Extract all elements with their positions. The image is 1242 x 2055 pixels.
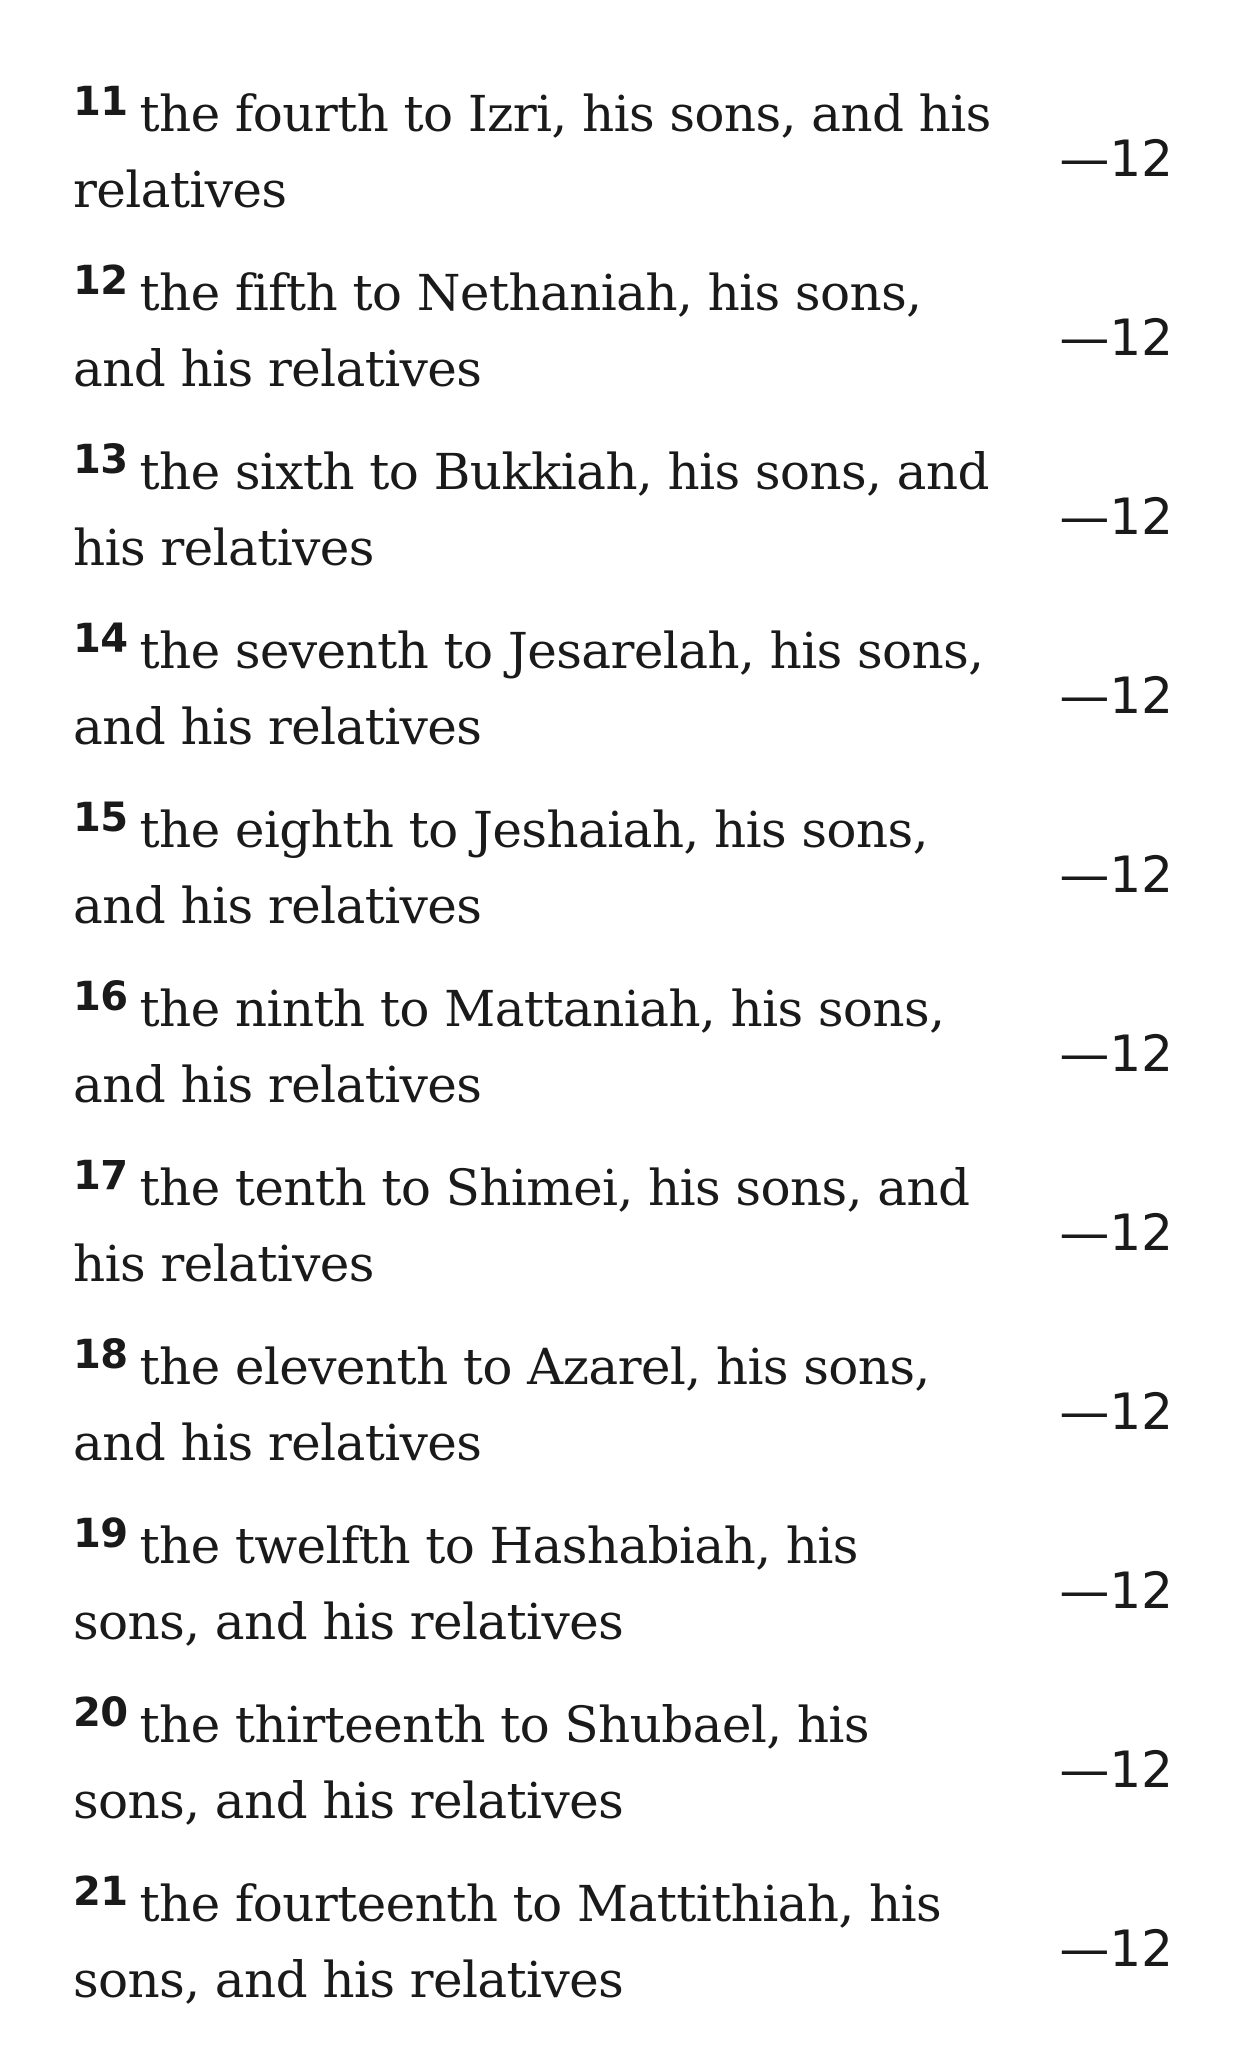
- verse-row: [73, 436, 1173, 615]
- verse-count: —12: [1059, 309, 1173, 367]
- verse-number: 14: [73, 616, 128, 662]
- verse-text: [73, 973, 993, 1121]
- verse-number: 19: [73, 1511, 128, 1557]
- verse-content: the fourth to Izri, his sons, and his relatives: [73, 85, 991, 219]
- verse-number: 15: [73, 795, 128, 841]
- verse-text: [73, 1689, 993, 1837]
- verse-row: [73, 1152, 1173, 1331]
- verse-text: [73, 436, 993, 584]
- verse-text: [73, 257, 993, 405]
- verse-row: [73, 794, 1173, 973]
- verse-number: 17: [73, 1153, 128, 1199]
- verse-content: the eleventh to Azarel, his sons, and his relatives: [73, 1338, 930, 1472]
- verse-content: the thirteenth to Shubael, his sons, and his relatives: [73, 1696, 869, 1830]
- verse-content: the ninth to Mattaniah, his sons, and his relatives: [73, 980, 945, 1114]
- verse-text: [73, 1868, 993, 2016]
- verse-count: —12: [1059, 846, 1173, 904]
- verse-content: the tenth to Shimei, his sons, and his relatives: [73, 1159, 970, 1293]
- verse-count: —12: [1059, 1383, 1173, 1441]
- verse-text: [73, 1331, 993, 1479]
- verse-number: 20: [73, 1690, 128, 1736]
- verse-count: —12: [1059, 130, 1173, 188]
- verse-text: [73, 794, 993, 942]
- verse-number: 16: [73, 974, 128, 1020]
- verse-row: [73, 973, 1173, 1152]
- verse-count: —12: [1059, 1920, 1173, 1978]
- verse-count: —12: [1059, 1741, 1173, 1799]
- verse-number: 21: [73, 1869, 128, 1915]
- verse-text: [73, 78, 993, 226]
- verse-content: the fourteenth to Mattithiah, his sons, and his relatives: [73, 1875, 942, 2009]
- verse-row: [73, 1868, 1173, 2047]
- verse-content: the twelfth to Hashabiah, his sons, and his relatives: [73, 1517, 858, 1651]
- verse-count: —12: [1059, 488, 1173, 546]
- verse-content: the eighth to Jeshaiah, his sons, and his relatives: [73, 801, 928, 935]
- verse-number: 11: [73, 79, 128, 125]
- verse-number: 13: [73, 437, 128, 483]
- verse-count: —12: [1059, 1025, 1173, 1083]
- verse-row: [73, 1331, 1173, 1510]
- verse-content: the seventh to Jesarelah, his sons, and his relatives: [73, 622, 984, 756]
- verse-content: the sixth to Bukkiah, his sons, and his relatives: [73, 443, 989, 577]
- verse-content: the fifth to Nethaniah, his sons, and his relatives: [73, 264, 922, 398]
- verse-row: [73, 78, 1173, 257]
- verse-row: [73, 1510, 1173, 1689]
- verse-number: 12: [73, 258, 128, 304]
- verse-text: [73, 615, 993, 763]
- verse-text: [73, 1152, 993, 1300]
- verse-count: —12: [1059, 1204, 1173, 1262]
- verse-list: [73, 78, 1173, 2047]
- verse-row: [73, 257, 1173, 436]
- verse-count: —12: [1059, 1562, 1173, 1620]
- verse-text: [73, 1510, 993, 1658]
- verse-row: [73, 615, 1173, 794]
- verse-count: —12: [1059, 667, 1173, 725]
- verse-row: [73, 1689, 1173, 1868]
- verse-number: 18: [73, 1332, 128, 1378]
